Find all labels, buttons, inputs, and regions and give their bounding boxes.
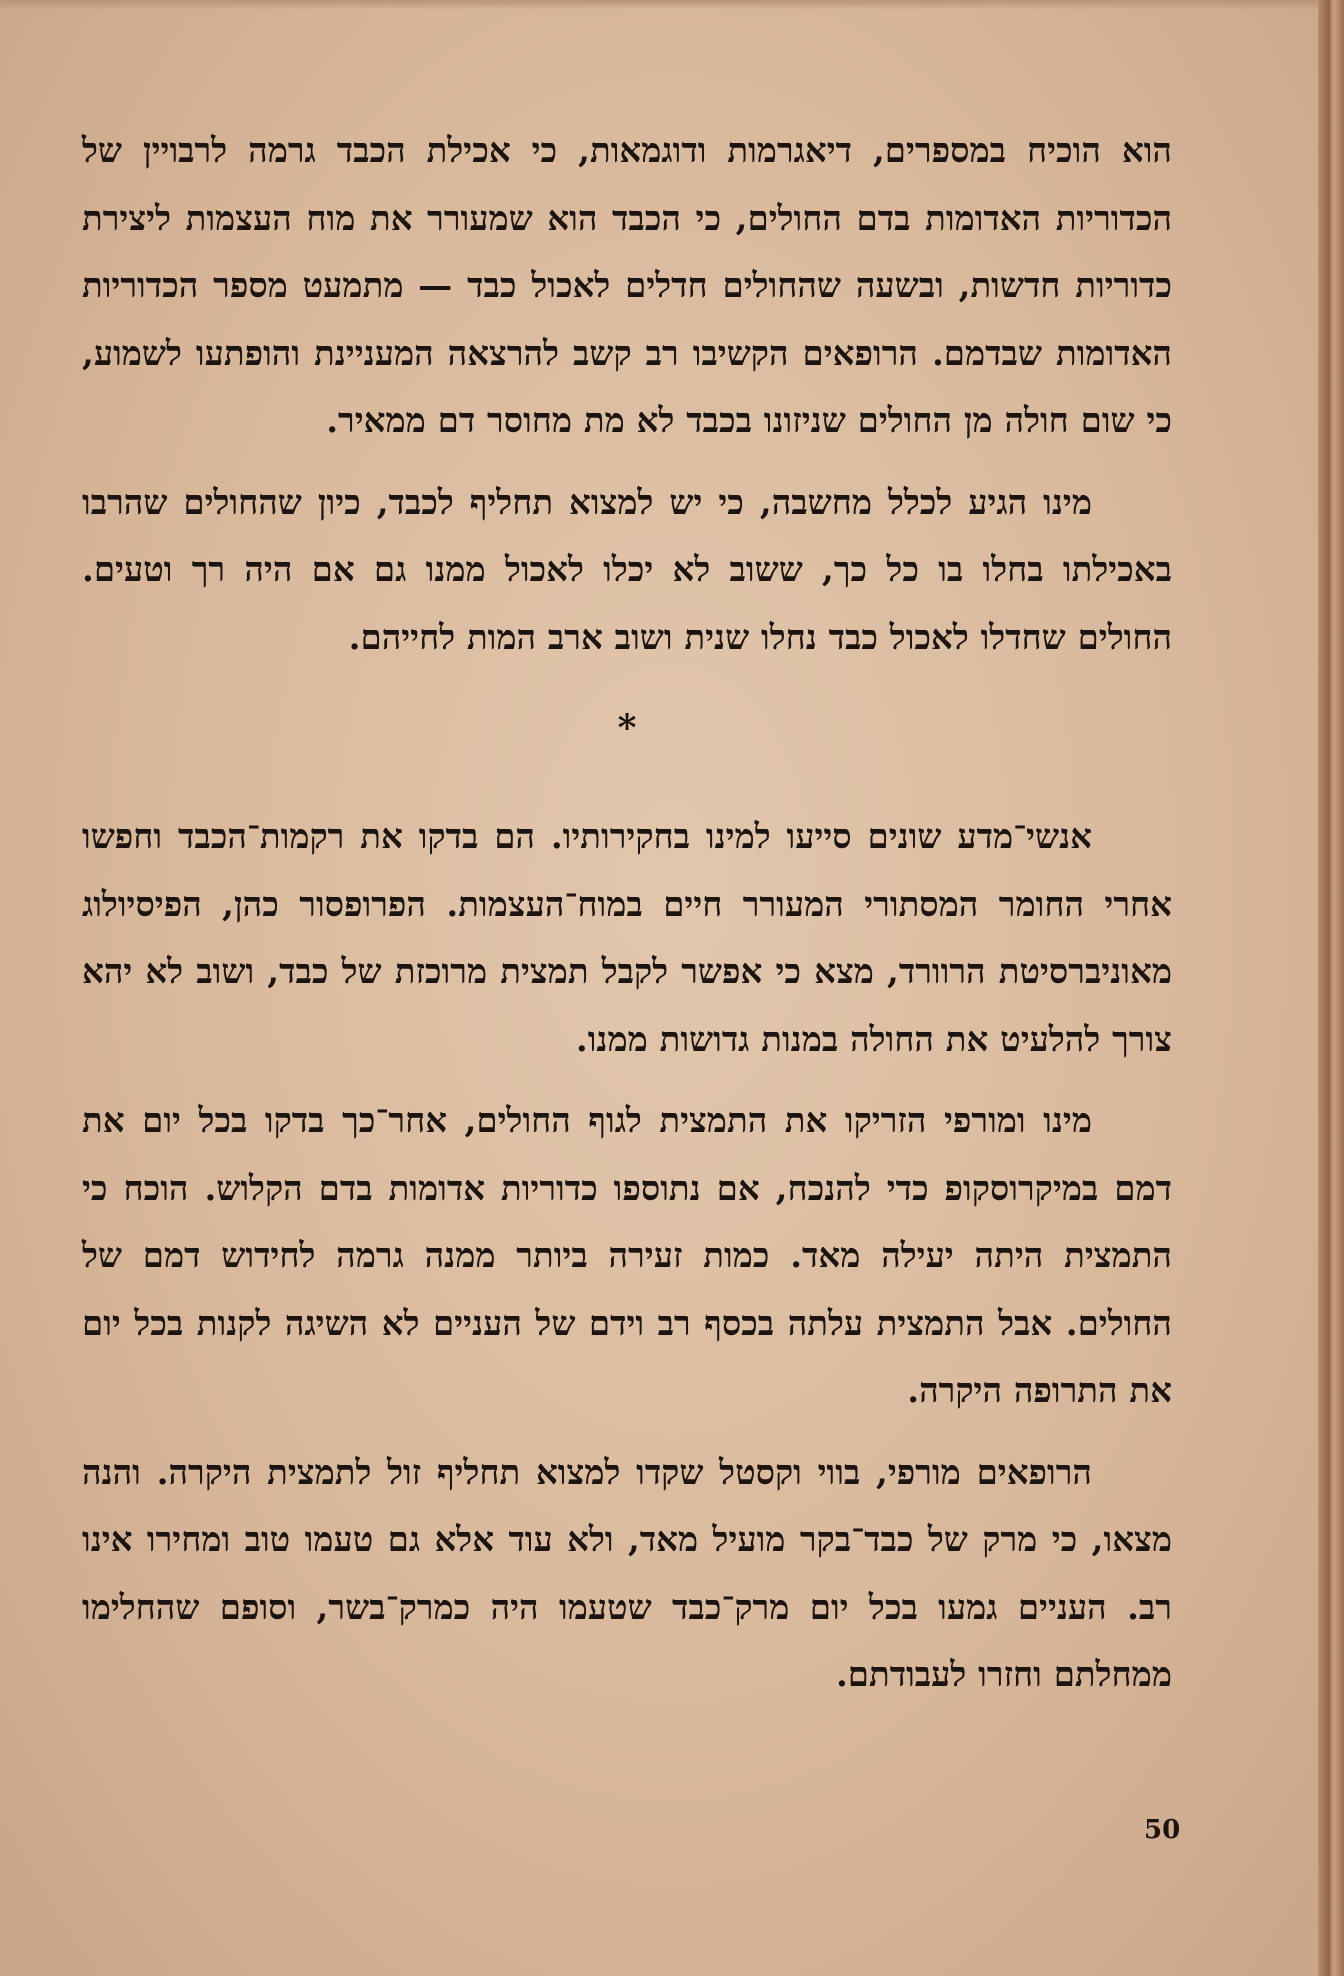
page-top-edge [0,0,1318,10]
paragraph-2: מינו הגיע לכלל מחשבה, כי יש למצוא תחליף לכבד, כיון שהחולים שהרבו באכילתו בחלו בו כל כך, ששוב לא יכלו לאכול ממנו גם אם היה רך וטעים. החולים שחדלו לאכול כבד נחלו שנית ושוב ארב המות לחייהם. [82,482,1172,658]
paragraph-1: הוא הוכיח במספרים, דיאגרמות ודוגמאות, כי אכילת הכבד גרמה לרבויין של הכדוריות האדומות בדם החולים, כי הכבד הוא שמעורר את מוח העצמות ליצירת כדוריות חדשות, ובשעה שהחולים חדלים לאכול כבד — מתמעט מספר הכדוריות האדומות שבדמם. הרופאים הקשיבו רב קשב להרצאה המעניינת והופתעו לשמוע, כי שום חולה מן החולים שניזונו בכבד לא מת מחוסר דם ממאיר. [82,131,1172,441]
page-stack-edge [1318,0,1344,1976]
paragraph-4: מינו ומורפי הזריקו את התמצית לגוף החולים, אחר־כך בדקו בכל יום את דמם במיקרוסקופ כדי להנכח, אם נתוספו כדוריות אדומות בדם הקלוש. הוכח כי התמצית היתה יעילה מאד. כמות זעירה ביותר ממנה גרמה לחידוש דמם של החולים. אבל התמצית עלתה בכסף רב וידם של העניים לא השיגה לקנות בכל יום את התרופה היקרה. [82,1101,1173,1411]
section-separator: * [617,707,637,749]
paragraph-5: הרופאים מורפי, בווי וקסטל שקדו למצוא תחליף זול לתמצית היקרה. והנה מצאו, כי מרק של כבד־בקר מועיל מאד, ולא עוד אלא גם טעמו טוב ומחירו אינו רב. העניים גמעו בכל יום מרק־כבד שטעמו היה כמרק־בשר, וסופם שהחלימו ממחלתם וחזרו לעבודתם. [82,1452,1172,1695]
page-number: 50 [1144,1815,1181,1845]
page-text [82,118,1172,1710]
paragraph-3: אנשי־מדע שונים סייעו למינו בחקירותיו. הם בדקו את רקמות־הכבד וחפשו אחרי החומר המסתורי המעורר חיים במוח־העצמות. הפרופסור כהן, הפיסיולוג מאוניברסיטת הרוורד, מצא כי אפשר לקבל תמצית מרוכזת של כבד, ושוב לא יהא צורך להלעיט את החולה במנות גדושות ממנו. [82,817,1172,1060]
